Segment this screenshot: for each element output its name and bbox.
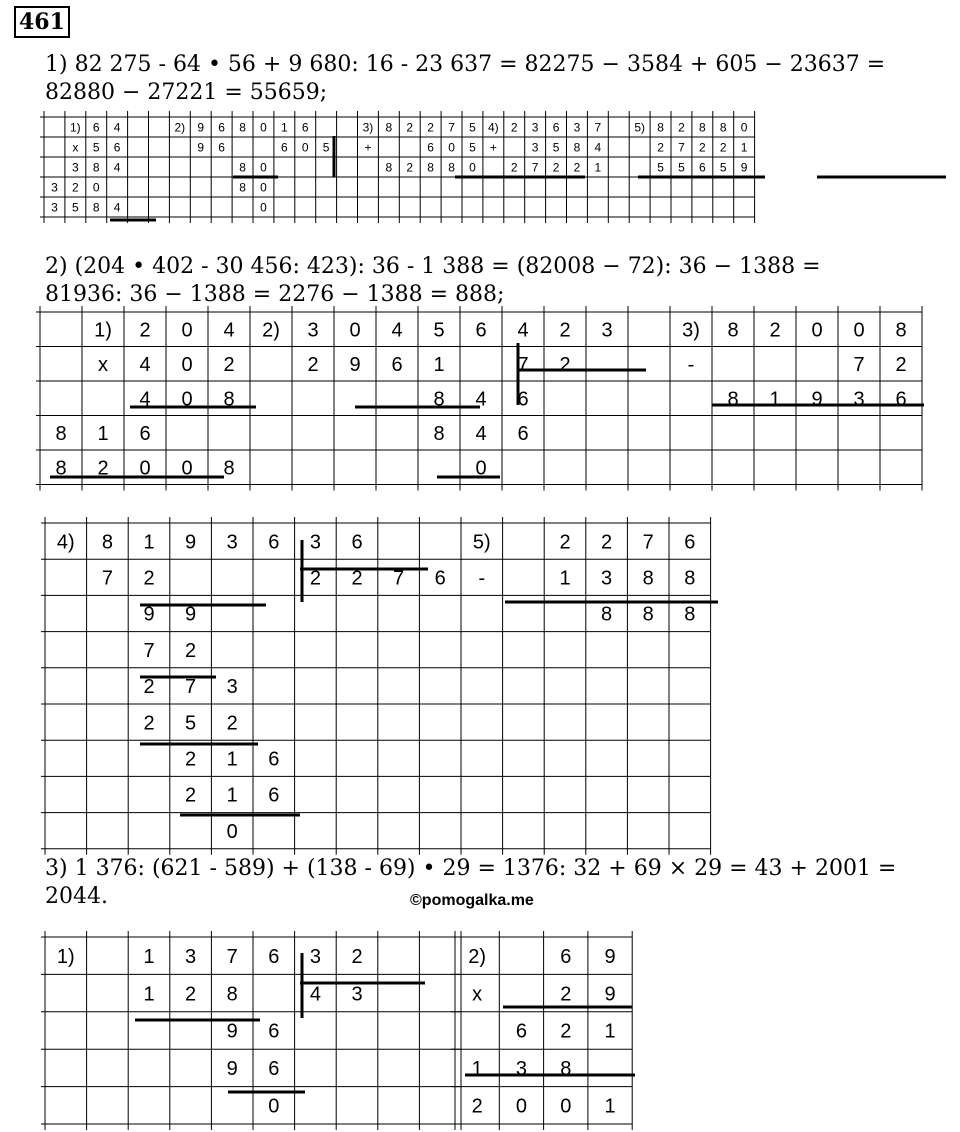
- grid-digit: 9: [811, 388, 823, 411]
- grid-digit: 9: [197, 120, 205, 135]
- grid-digit: x: [98, 353, 108, 376]
- grid-digit: 6: [268, 945, 280, 968]
- grid-2-calculations: [36, 306, 924, 491]
- grid-digit: 8: [239, 160, 246, 175]
- grid-digit: 5: [657, 160, 664, 175]
- grid-digit: 3: [51, 200, 58, 215]
- grid-digit: 4: [113, 160, 121, 175]
- grid-digit: 8: [727, 319, 739, 342]
- grid-digit: 1: [769, 388, 781, 411]
- grid-digit: 4: [139, 388, 151, 411]
- grid-digit: +: [364, 140, 372, 155]
- grid-digit: 6: [391, 353, 403, 376]
- grid-digit: 9: [349, 353, 361, 376]
- grid-digit: 9: [604, 983, 616, 1006]
- grid-digit: 2: [678, 120, 685, 135]
- grid-digit: 1: [604, 1020, 616, 1043]
- grid-digit: 5: [469, 140, 476, 155]
- grid-digit: 2: [139, 319, 151, 342]
- grid-1-calculations: [40, 111, 946, 223]
- grid-digit: 3): [682, 319, 700, 342]
- grid-digit: 5): [634, 120, 645, 135]
- grid-digit: 3: [515, 1058, 528, 1081]
- grid-digit: 8: [895, 319, 907, 342]
- grid-digit: 3: [531, 140, 539, 155]
- grid-digit: 2): [174, 120, 186, 135]
- grid-digit: 6: [699, 160, 706, 175]
- grid-digit: 6: [281, 140, 288, 155]
- grid-digit: 0: [181, 353, 193, 376]
- grid-digit: 1: [143, 531, 155, 554]
- grid-digit: 9: [185, 531, 197, 554]
- grid-digit: 3: [309, 531, 321, 554]
- grid-digit: 0: [181, 388, 193, 411]
- grid-4-calculations: [41, 931, 461, 1130]
- grid-digit: 7: [517, 353, 529, 376]
- grid-digit: 2: [560, 983, 572, 1006]
- problem-1-line-2: 82880 − 27221 = 55659;: [45, 80, 328, 105]
- grid-digit: 8: [101, 531, 113, 554]
- grid-digit: 6: [517, 422, 529, 445]
- grid-digit: 0: [181, 457, 193, 480]
- grid-digit: 3: [307, 319, 319, 342]
- grid-digit: 7: [101, 567, 113, 590]
- grid-digit: 6: [517, 388, 529, 411]
- grid-digit: -: [478, 567, 486, 590]
- grid-digit: 2: [895, 353, 907, 376]
- grid-digit: 2: [552, 160, 560, 175]
- grid-digit: 0: [515, 1095, 528, 1118]
- task-number: 461: [14, 6, 70, 38]
- grid-digit: 7: [531, 160, 539, 175]
- grid-digit: 3: [573, 120, 581, 135]
- grid-digit: 6: [218, 120, 225, 135]
- grid-digit: 2: [560, 1020, 572, 1043]
- grid-digit: 3: [72, 160, 79, 175]
- grid-digit: 3: [51, 180, 58, 195]
- grid-digit: 2: [510, 120, 518, 135]
- grid-digit: 9: [185, 603, 197, 626]
- grid-digit: 1): [70, 120, 81, 135]
- grid-digit: 2: [559, 531, 571, 554]
- grid-digit: 2: [573, 160, 581, 175]
- grid-digit: 1: [143, 983, 155, 1006]
- grid-digit: 6: [560, 945, 572, 968]
- grid-digit: 6: [139, 422, 151, 445]
- grid-digit: 3: [309, 945, 321, 968]
- grid-digit: 2: [143, 676, 155, 699]
- grid-digit: 7: [393, 567, 405, 590]
- grid-digit: 1): [94, 319, 112, 342]
- grid-digit: 8: [226, 983, 238, 1006]
- grid-digit: 8: [239, 120, 246, 135]
- grid-digit: 8: [92, 160, 100, 175]
- grid-digit: 3: [601, 319, 613, 342]
- grid-digit: 7: [226, 945, 238, 968]
- grid-digit: 6: [351, 531, 363, 554]
- grid-digit: 4): [488, 120, 499, 135]
- problem-3-line-2: 2044.: [45, 884, 108, 909]
- grid-digit: 1: [143, 945, 155, 968]
- grid-digit: -: [687, 353, 695, 376]
- grid-digit: 2: [559, 319, 571, 342]
- grid-digit: 6: [301, 120, 309, 135]
- grid-digit: 6: [268, 531, 280, 554]
- grid-digit: 8: [433, 422, 445, 445]
- grid-digit: 1: [97, 422, 109, 445]
- grid-digit: 6: [684, 531, 696, 554]
- grid-digit: 1): [56, 945, 75, 968]
- grid-digit: 8: [448, 160, 455, 175]
- grid-digit: 8: [223, 457, 235, 480]
- grid-digit: 1: [594, 160, 602, 175]
- grid-digit: 0: [92, 180, 100, 195]
- grid-digit: 2: [601, 531, 613, 554]
- grid-digit: 0: [226, 820, 238, 843]
- grid-digit: 0: [349, 319, 361, 342]
- grid-digit: 0: [260, 180, 267, 195]
- grid-digit: 5: [92, 140, 100, 155]
- grid-digit: 5: [552, 140, 560, 155]
- grid-digit: 9: [197, 140, 205, 155]
- grid-digit: 5: [72, 200, 79, 215]
- problem-2-line-1: 2) (204 • 402 - 30 456: 423): 36 - 1 388 = (82008 − 72): 36 − 1388 =: [45, 254, 821, 279]
- grid-digit: 4: [475, 422, 487, 445]
- grid-digit: 2: [97, 457, 109, 480]
- grid-digit: 8: [719, 120, 727, 135]
- grid-digit: 0: [260, 200, 267, 215]
- grid-digit: 4: [517, 319, 529, 342]
- grid-digit: 3: [531, 120, 539, 135]
- grid-digit: x: [472, 983, 483, 1006]
- grid-digit: 2: [351, 567, 363, 590]
- grid-digit: 2: [226, 712, 238, 735]
- grid-digit: 5: [469, 120, 476, 135]
- grid-digit: +: [489, 140, 497, 155]
- grid-digit: 8: [433, 388, 445, 411]
- grid-digit: 3: [601, 567, 613, 590]
- grid-digit: 2: [143, 712, 155, 735]
- grid-digit: 2: [406, 160, 414, 175]
- grid-digit: 8: [239, 180, 246, 195]
- grid-digit: 8: [727, 388, 739, 411]
- grid-digit: 8: [642, 567, 654, 590]
- grid-digit: 8: [684, 603, 696, 626]
- grid-digit: 2: [427, 120, 434, 135]
- grid-digit: 2: [351, 945, 363, 968]
- grid-digit: 7: [642, 531, 654, 554]
- grid-digit: 4: [391, 319, 403, 342]
- grid-digit: 1: [433, 353, 445, 376]
- grid-digit: 5: [433, 319, 445, 342]
- grid-3-calculations: [41, 517, 718, 855]
- grid-digit: 2: [471, 1095, 483, 1118]
- grid-digit: 6: [434, 567, 446, 590]
- grid-digit: 9: [604, 945, 616, 968]
- grid-digit: 8: [560, 1058, 572, 1081]
- grid-digit: 8: [601, 603, 613, 626]
- grid-digit: 3: [853, 388, 865, 411]
- grid-digit: 8: [427, 160, 434, 175]
- grid-digit: 5): [472, 531, 491, 554]
- grid-digit: 8: [55, 457, 67, 480]
- grid-digit: 0: [260, 120, 267, 135]
- grid-digit: 3: [226, 531, 238, 554]
- grid-digit: 1: [226, 748, 238, 771]
- grid-digit: 0: [448, 140, 455, 155]
- grid-digit: 3: [226, 676, 238, 699]
- grid-digit: 0: [181, 319, 193, 342]
- grid-digit: x: [72, 140, 79, 155]
- grid-digit: 7: [143, 639, 155, 662]
- problem-3-line-1: 3) 1 376: (621 - 589) + (138 - 69) • 29 = 1376: 32 + 69 × 29 = 43 + 2001 =: [45, 856, 897, 881]
- grid-digit: 7: [448, 120, 455, 135]
- grid-digit: 1: [281, 120, 288, 135]
- grid-digit: 6: [268, 784, 280, 807]
- grid-digit: 2): [262, 319, 280, 342]
- grid-digit: 9: [143, 603, 155, 626]
- problem-2-line-2: 81936: 36 − 1388 = 2276 − 1388 = 888;: [45, 282, 505, 307]
- grid-digit: 0: [260, 160, 267, 175]
- grid-digit: 5: [185, 712, 197, 735]
- grid-digit: 1: [604, 1095, 616, 1118]
- grid-digit: 8: [223, 388, 235, 411]
- problem-1-line-1: 1) 82 275 - 64 • 56 + 9 680: 16 - 23 637 = 82275 − 3584 + 605 − 23637 =: [45, 52, 886, 77]
- grid-digit: 4): [56, 531, 75, 554]
- grid-digit: 7: [185, 676, 197, 699]
- grid-digit: 8: [657, 120, 664, 135]
- grid-digit: 8: [385, 160, 393, 175]
- grid-digit: 2: [719, 140, 727, 155]
- grid-digit: 2: [185, 639, 197, 662]
- grid-digit: 8: [385, 120, 393, 135]
- grid-digit: 3: [185, 945, 197, 968]
- grid-digit: 3): [362, 120, 374, 135]
- grid-digit: 1: [226, 784, 238, 807]
- grid-digit: 1: [471, 1058, 483, 1081]
- grid-digit: 0: [811, 319, 823, 342]
- grid-digit: 6: [113, 140, 121, 155]
- grid-digit: 2: [769, 319, 781, 342]
- grid-digit: 8: [684, 567, 696, 590]
- grid-digit: 2): [468, 945, 487, 968]
- grid-digit: 3: [351, 983, 363, 1006]
- grid-digit: 4: [475, 388, 487, 411]
- grid-digit: 2: [307, 353, 319, 376]
- grid-digit: 0: [268, 1095, 280, 1118]
- grid-digit: 6: [515, 1020, 528, 1043]
- grid-digit: 6: [268, 1020, 280, 1043]
- grid-digit: 0: [475, 457, 487, 480]
- grid-digit: 4: [113, 200, 121, 215]
- grid-digit: 6: [895, 388, 907, 411]
- grid-digit: 6: [218, 140, 225, 155]
- grid-digit: 2: [699, 140, 706, 155]
- grid-digit: 8: [699, 120, 706, 135]
- grid-digit: 4: [309, 983, 321, 1006]
- grid-digit: 9: [740, 160, 748, 175]
- grid-digit: 5: [719, 160, 727, 175]
- grid-digit: 2: [185, 983, 197, 1006]
- grid-digit: 4: [594, 140, 602, 155]
- grid-digit: 4: [223, 319, 235, 342]
- grid-digit: 9: [226, 1020, 238, 1043]
- grid-digit: 4: [139, 353, 151, 376]
- grid-digit: 4: [113, 120, 121, 135]
- grid-digit: 2: [185, 748, 197, 771]
- grid-digit: 1: [740, 140, 748, 155]
- grid-digit: 6: [552, 120, 560, 135]
- grid-digit: 2: [559, 353, 571, 376]
- grid-digit: 6: [268, 748, 280, 771]
- grid-digit: 2: [309, 567, 321, 590]
- grid-digit: 8: [573, 140, 581, 155]
- grid-digit: 6: [268, 1058, 280, 1081]
- grid-5-calculations: [451, 931, 635, 1130]
- grid-digit: 2: [72, 180, 79, 195]
- grid-digit: 0: [301, 140, 309, 155]
- grid-digit: 5: [322, 140, 330, 155]
- grid-digit: 2: [143, 567, 155, 590]
- grid-digit: 7: [853, 353, 865, 376]
- grid-digit: 0: [469, 160, 476, 175]
- grid-digit: 2: [406, 120, 414, 135]
- watermark: ©pomogalka.me: [410, 892, 534, 909]
- grid-digit: 2: [223, 353, 235, 376]
- grid-digit: 8: [55, 422, 67, 445]
- grid-digit: 0: [853, 319, 865, 342]
- grid-digit: 1: [559, 567, 571, 590]
- grid-digit: 8: [642, 603, 654, 626]
- grid-digit: 2: [510, 160, 518, 175]
- grid-digit: 7: [678, 140, 685, 155]
- grid-digit: 9: [226, 1058, 238, 1081]
- grid-digit: 6: [427, 140, 434, 155]
- grid-digit: 0: [139, 457, 151, 480]
- grid-digit: 0: [560, 1095, 572, 1118]
- grid-digit: 6: [92, 120, 100, 135]
- grid-digit: 7: [594, 120, 602, 135]
- grid-digit: 2: [657, 140, 664, 155]
- grid-digit: 8: [92, 200, 100, 215]
- grid-digit: 5: [678, 160, 685, 175]
- grid-digit: 6: [475, 319, 487, 342]
- grid-digit: 0: [740, 120, 748, 135]
- grid-digit: 2: [185, 784, 197, 807]
